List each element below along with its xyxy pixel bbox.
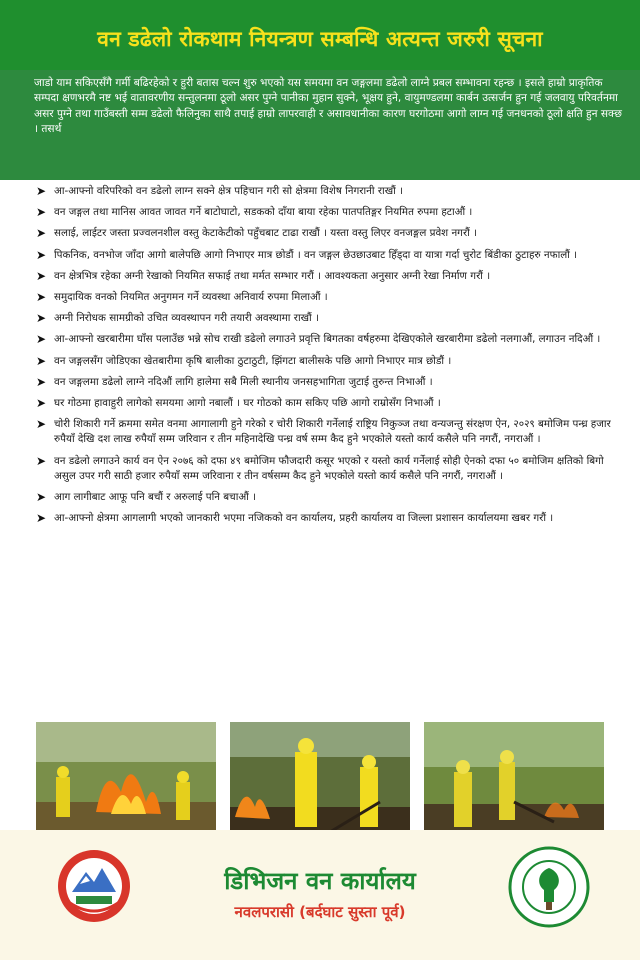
list-item (36, 354, 622, 369)
list-item (36, 454, 622, 484)
page-title: वन डढेलो रोकथाम नियन्त्रण सम्बन्धि अत्यन्त जरुरी सूचना (97, 27, 543, 51)
arrow-icon: ➤ (36, 184, 47, 198)
arrow-icon: ➤ (36, 417, 47, 432)
list-item-text: आ-आफ्नो क्षेत्रमा आगलागी भएको जानकारी भएमा नजिकको वन कार्यालय, प्रहरी कार्यालय वा जिल्ला प्रशासन कार्यालयमा खबर गरौं । (54, 512, 554, 525)
list-item (36, 226, 622, 241)
arrow-icon: ➤ (36, 332, 47, 347)
arrow-icon: ➤ (36, 290, 47, 305)
list-item-text: पिकनिक, वनभोज जाँदा आगो बालेपछि आगो निभाएर मात्र छोडौं । वन जङ्गल छेउछाउबाट हिँड्दा वा यात्रा गर्दा चुरोट बिंडीका ठुटाहरु नफालौं । (54, 248, 578, 261)
title-banner (0, 0, 640, 78)
arrow-icon: ➤ (36, 268, 47, 283)
list-item (36, 290, 622, 305)
office-name: डिभिजन वन कार्यालय (224, 867, 416, 895)
list-item (36, 332, 622, 347)
arrow-icon: ➤ (36, 311, 47, 326)
firefighting-photo (36, 722, 216, 840)
arrow-icon: ➤ (36, 247, 47, 262)
arrow-icon: ➤ (36, 453, 47, 468)
list-item-text: समुदायिक वनको नियमित अनुगमन गर्ने व्यवस्था अनिवार्य रुपमा मिलाऔं । (54, 291, 328, 304)
forest-office-logo (508, 846, 590, 928)
arrow-icon: ➤ (36, 205, 47, 220)
list-item-text: घर गोठमा हावाहुरी लागेको समयमा आगो नबालौं । घर गोठको काम सकिए पछि आगो राम्रोसँग निभाऔं । (54, 397, 441, 410)
intro-paragraph: जाडो याम सकिएसँगै गर्मी बढिरहेको र हुरी बतास चल्न शुरु भएको यस समयमा वन जङ्गलमा डढेलो लाग्ने प्रबल सम्भावना रहन्छ । इसले हाम्रो प्राकृतिक सम्पदा क्षणभरमै नष्ट भई वातावरणीय सन्तुलनमा ठूलो असर पुग्ने पानीका मुहान सुक्ने, भूक्षय हुने, वायुमण्डलमा कार्बन उत्सर्जन हुन गई जलवायु परिवर्तनमा असर पुग्ने तथा गाउँबस्ती सम्म डढेलो फैलिनुका साथै तपाई हाम्रो लापरवाही र असावधानीका कारण घरगोठमा आगो लाग्न गई जनधनको ठूलो क्षति हुन सक्छ । तसर्थ (0, 70, 640, 180)
list-item (36, 396, 622, 411)
list-item-text: अग्नी निरोधक सामग्रीको उचित व्यवस्थापन गरी तयारी अवस्थामा राखौं । (54, 312, 319, 325)
photo-strip (36, 722, 604, 840)
arrow-icon: ➤ (36, 511, 47, 526)
list-item-text: वन डढेलो लगाउने कार्य वन ऐन २०७६ को दफा ४९ बमोजिम फौजदारी कसूर भएको र यस्तो कार्य गर्नेलाई सोही ऐनको दफा ५० बमोजिम क्षतिको बिगो असुल उपर गरी साठी हजार रुपैयाँ सम्म जरिवाना र तीन वर्षसम्म कैद हुने भएकोले यस्तो कार्य कसैले पनि नगरौं, नगराऔं । (54, 454, 604, 482)
list-item-text: वन जङ्गलसँग जोडिएका खेतबारीमा कृषि बालीका ठुटाठुटी, झिंगटा बालीसके पछि आगो निभाएर मात्र छोडौं । (54, 354, 452, 367)
list-item-text: वन जङ्गलमा डढेलो लाग्ने नदिऔं लागि हालेमा सबै मिली स्थानीय जनसहभागिता जुटाई तुरुन्त निभाऔं । (54, 375, 433, 388)
arrow-icon: ➤ (36, 226, 47, 241)
list-item-text: आ-आफ्नो खरबारीमा घाँस पलाउँछ भन्ने सोच राखी डढेलो लगाउने प्रवृत्ति बिगतका वर्षहरुमा देखिएकोले खरबारीमा डढेलो नलगाऔं, लगाउन नदिऔं । (54, 333, 601, 346)
list-item-text: वन क्षेत्रभित्र रहेका अग्नी रेखाको नियमित सफाई तथा मर्मत सम्भार गरौं । आवश्यकता अनुसार अग्नी रेखा निर्माण गरौं । (54, 269, 491, 282)
arrow-icon: ➤ (36, 374, 47, 389)
list-item (36, 184, 622, 199)
list-item-text: चोरी शिकारी गर्ने क्रममा समेत वनमा आगालागी हुने गरेको र चोरी शिकारी गर्नेलाई राष्ट्रिय निकुञ्ज तथा वन्यजन्तु संरक्षण ऐन, २०२९ बमोजिम पन्ध्र हजार रुपैयाँ देखि दश लाख रुपैयाँ सम्म जरिवान र तीन महिनादेखि पन्ध्र वर्ष सम्म कैद हुने भएकोले यस्तो कार्य कसैले पनि नगरौं, नगराऔं । (54, 418, 611, 446)
list-item (36, 311, 622, 326)
list-item-text: आ-आफ्नो वरिपरिको वन डढेलो लाग्न सक्ने क्षेत्र पहिचान गरी सो क्षेत्रमा विशेष निगरानी राखौं । (54, 185, 403, 197)
list-item (36, 248, 622, 263)
arrow-icon: ➤ (36, 353, 47, 368)
list-item (36, 269, 622, 284)
list-item-text: वन जङ्गल तथा मानिस आवत जावत गर्ने बाटोघाटो, सडकको दाँया बाया रहेका पातपतिङ्गर नियमित रुपमा हटाऔं । (54, 206, 473, 219)
list-item (36, 417, 622, 447)
list-item-text: आग लागीबाट आफू पनि बचौं र अरुलाई पनि बचाऔं । (54, 491, 257, 504)
list-item (36, 511, 622, 526)
arrow-icon: ➤ (36, 396, 47, 411)
list-item (36, 375, 622, 390)
list-item (36, 490, 622, 505)
firefighting-photo (230, 722, 410, 840)
bullet-list (0, 184, 640, 532)
list-item (36, 205, 622, 220)
office-location: नवलपरासी (बर्दघाट सुस्ता पूर्व) (234, 903, 406, 921)
firefighting-photo (424, 722, 604, 840)
arrow-icon: ➤ (36, 490, 47, 505)
list-item-text: सलाई, लाईटर जस्ता प्रज्वलनशील वस्तु केटाकेटीको पहुँचबाट टाढा राखौं । यस्ता वस्तु लिएर वनजङ्गल प्रवेश नगरौं । (54, 227, 478, 240)
